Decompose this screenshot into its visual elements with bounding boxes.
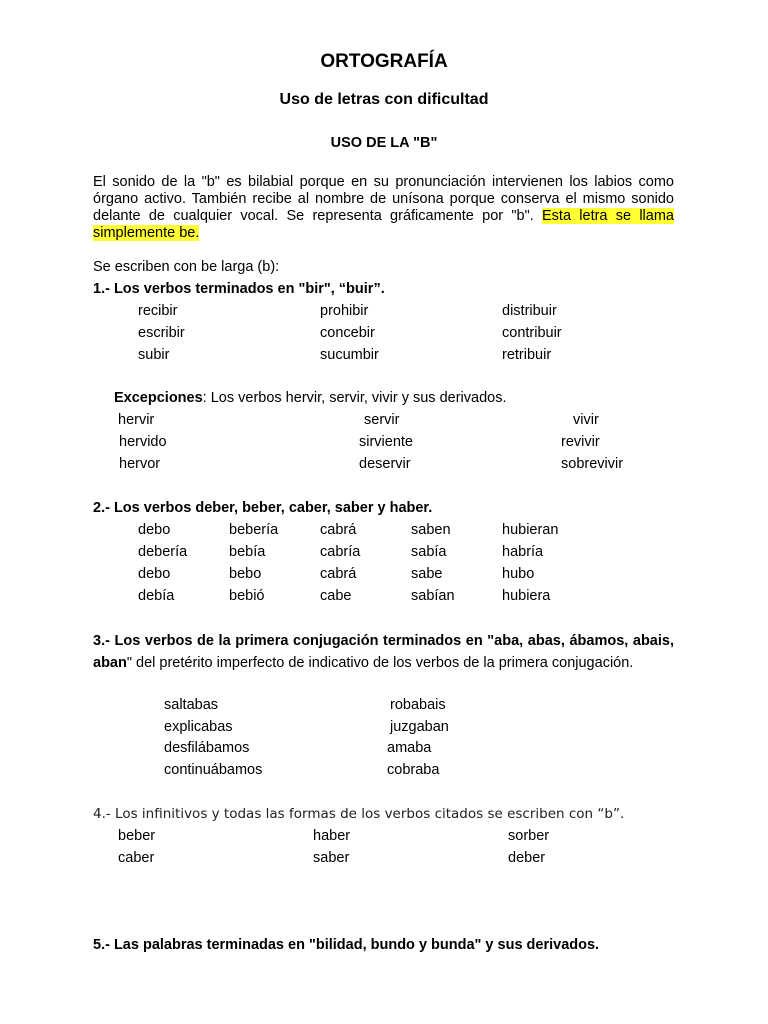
section-title: USO DE LA "B" (330, 135, 438, 151)
list-item: sucumbir (320, 347, 379, 363)
intro-paragraph (93, 174, 674, 242)
list-item: bebería (229, 522, 279, 538)
list-item: habría (502, 544, 544, 560)
exceptions-label: Excepciones (114, 390, 203, 406)
list-item: bebo (229, 566, 262, 582)
list-item: beber (118, 828, 156, 844)
page-title: ORTOGRAFÍA (320, 51, 448, 72)
list-item: bebió (229, 588, 265, 604)
rule3-heading (93, 630, 674, 674)
rule3-heading-bold: 3.- Los verbos de la primera conjugación terminados en "aba, abas, ábamos, abais, aban (93, 633, 674, 671)
list-item: desfilábamos (164, 740, 250, 756)
list-item: saltabas (164, 697, 219, 713)
rule5-heading: 5.- Las palabras terminadas en "bilidad, bundo y bunda" y sus derivados. (93, 937, 600, 953)
list-item: explicabas (164, 719, 233, 735)
intro-highlight: Esta letra se llama simplemente be. (93, 208, 674, 241)
list-item: debería (138, 544, 188, 560)
list-item: hervir (118, 412, 155, 428)
list-item: recibir (138, 303, 178, 319)
intro-text: El sonido de la "b" es bilabial porque en su pronunciación intervienen los labios como órgano activo. También recibe al nombre de unísona porque conserva el mismo sonido delante de cualquier vocal. Se representa gráficamente por "b". (93, 174, 674, 224)
lead-text: Se escriben con be larga (b): (93, 259, 280, 275)
list-item: continuábamos (164, 762, 263, 778)
exceptions-text: : Los verbos hervir, servir, vivir y sus derivados. (202, 390, 507, 406)
page-subtitle: Uso de letras con dificultad (279, 91, 489, 108)
rule3-heading-tail: " del pretérito imperfecto de indicativo de los verbos de la primera conjugación. (126, 655, 634, 671)
list-item: concebir (320, 325, 375, 341)
list-item: cabría (320, 544, 361, 560)
list-item: prohibir (320, 303, 369, 319)
list-item: distribuir (502, 303, 557, 319)
list-item: hubo (502, 566, 535, 582)
list-item: contribuir (502, 325, 562, 341)
rule2-heading: 2.- Los verbos deber, beber, caber, saber y haber. (93, 500, 433, 516)
list-item: sabían (411, 588, 455, 604)
list-item: hervido (119, 434, 167, 450)
list-item: cabrá (320, 522, 357, 538)
list-item: sabía (411, 544, 447, 560)
list-item: debo (138, 522, 171, 538)
list-item: debía (138, 588, 175, 604)
list-item: amaba (387, 740, 432, 756)
list-item: juzgaban (390, 719, 449, 735)
exceptions-line (114, 390, 506, 406)
list-item: hubiera (502, 588, 551, 604)
list-item: vivir (573, 412, 599, 428)
list-item: sorber (508, 828, 550, 844)
list-item: revivir (561, 434, 600, 450)
list-item: cabe (320, 588, 352, 604)
list-item: haber (313, 828, 351, 844)
list-item: retribuir (502, 347, 552, 363)
list-item: bebía (229, 544, 266, 560)
list-item: debo (138, 566, 171, 582)
list-item: hubieran (502, 522, 559, 538)
list-item: sobrevivir (561, 456, 624, 472)
list-item: subir (138, 347, 170, 363)
list-item: deber (508, 850, 546, 866)
list-item: escribir (138, 325, 185, 341)
list-item: sirviente (359, 434, 413, 450)
rule4-heading: 4.- Los infinitivos y todas las formas de los verbos citados se escriben con “b”. (93, 806, 625, 822)
list-item: cobraba (387, 762, 440, 778)
list-item: robabais (390, 697, 446, 713)
list-item: sabe (411, 566, 443, 582)
list-item: deservir (359, 456, 411, 472)
list-item: caber (118, 850, 155, 866)
list-item: saben (411, 522, 451, 538)
list-item: servir (364, 412, 400, 428)
list-item: cabrá (320, 566, 357, 582)
rule1-heading: 1.- Los verbos terminados en "bir", “buir”. (93, 281, 385, 297)
list-item: saber (313, 850, 350, 866)
list-item: hervor (119, 456, 161, 472)
